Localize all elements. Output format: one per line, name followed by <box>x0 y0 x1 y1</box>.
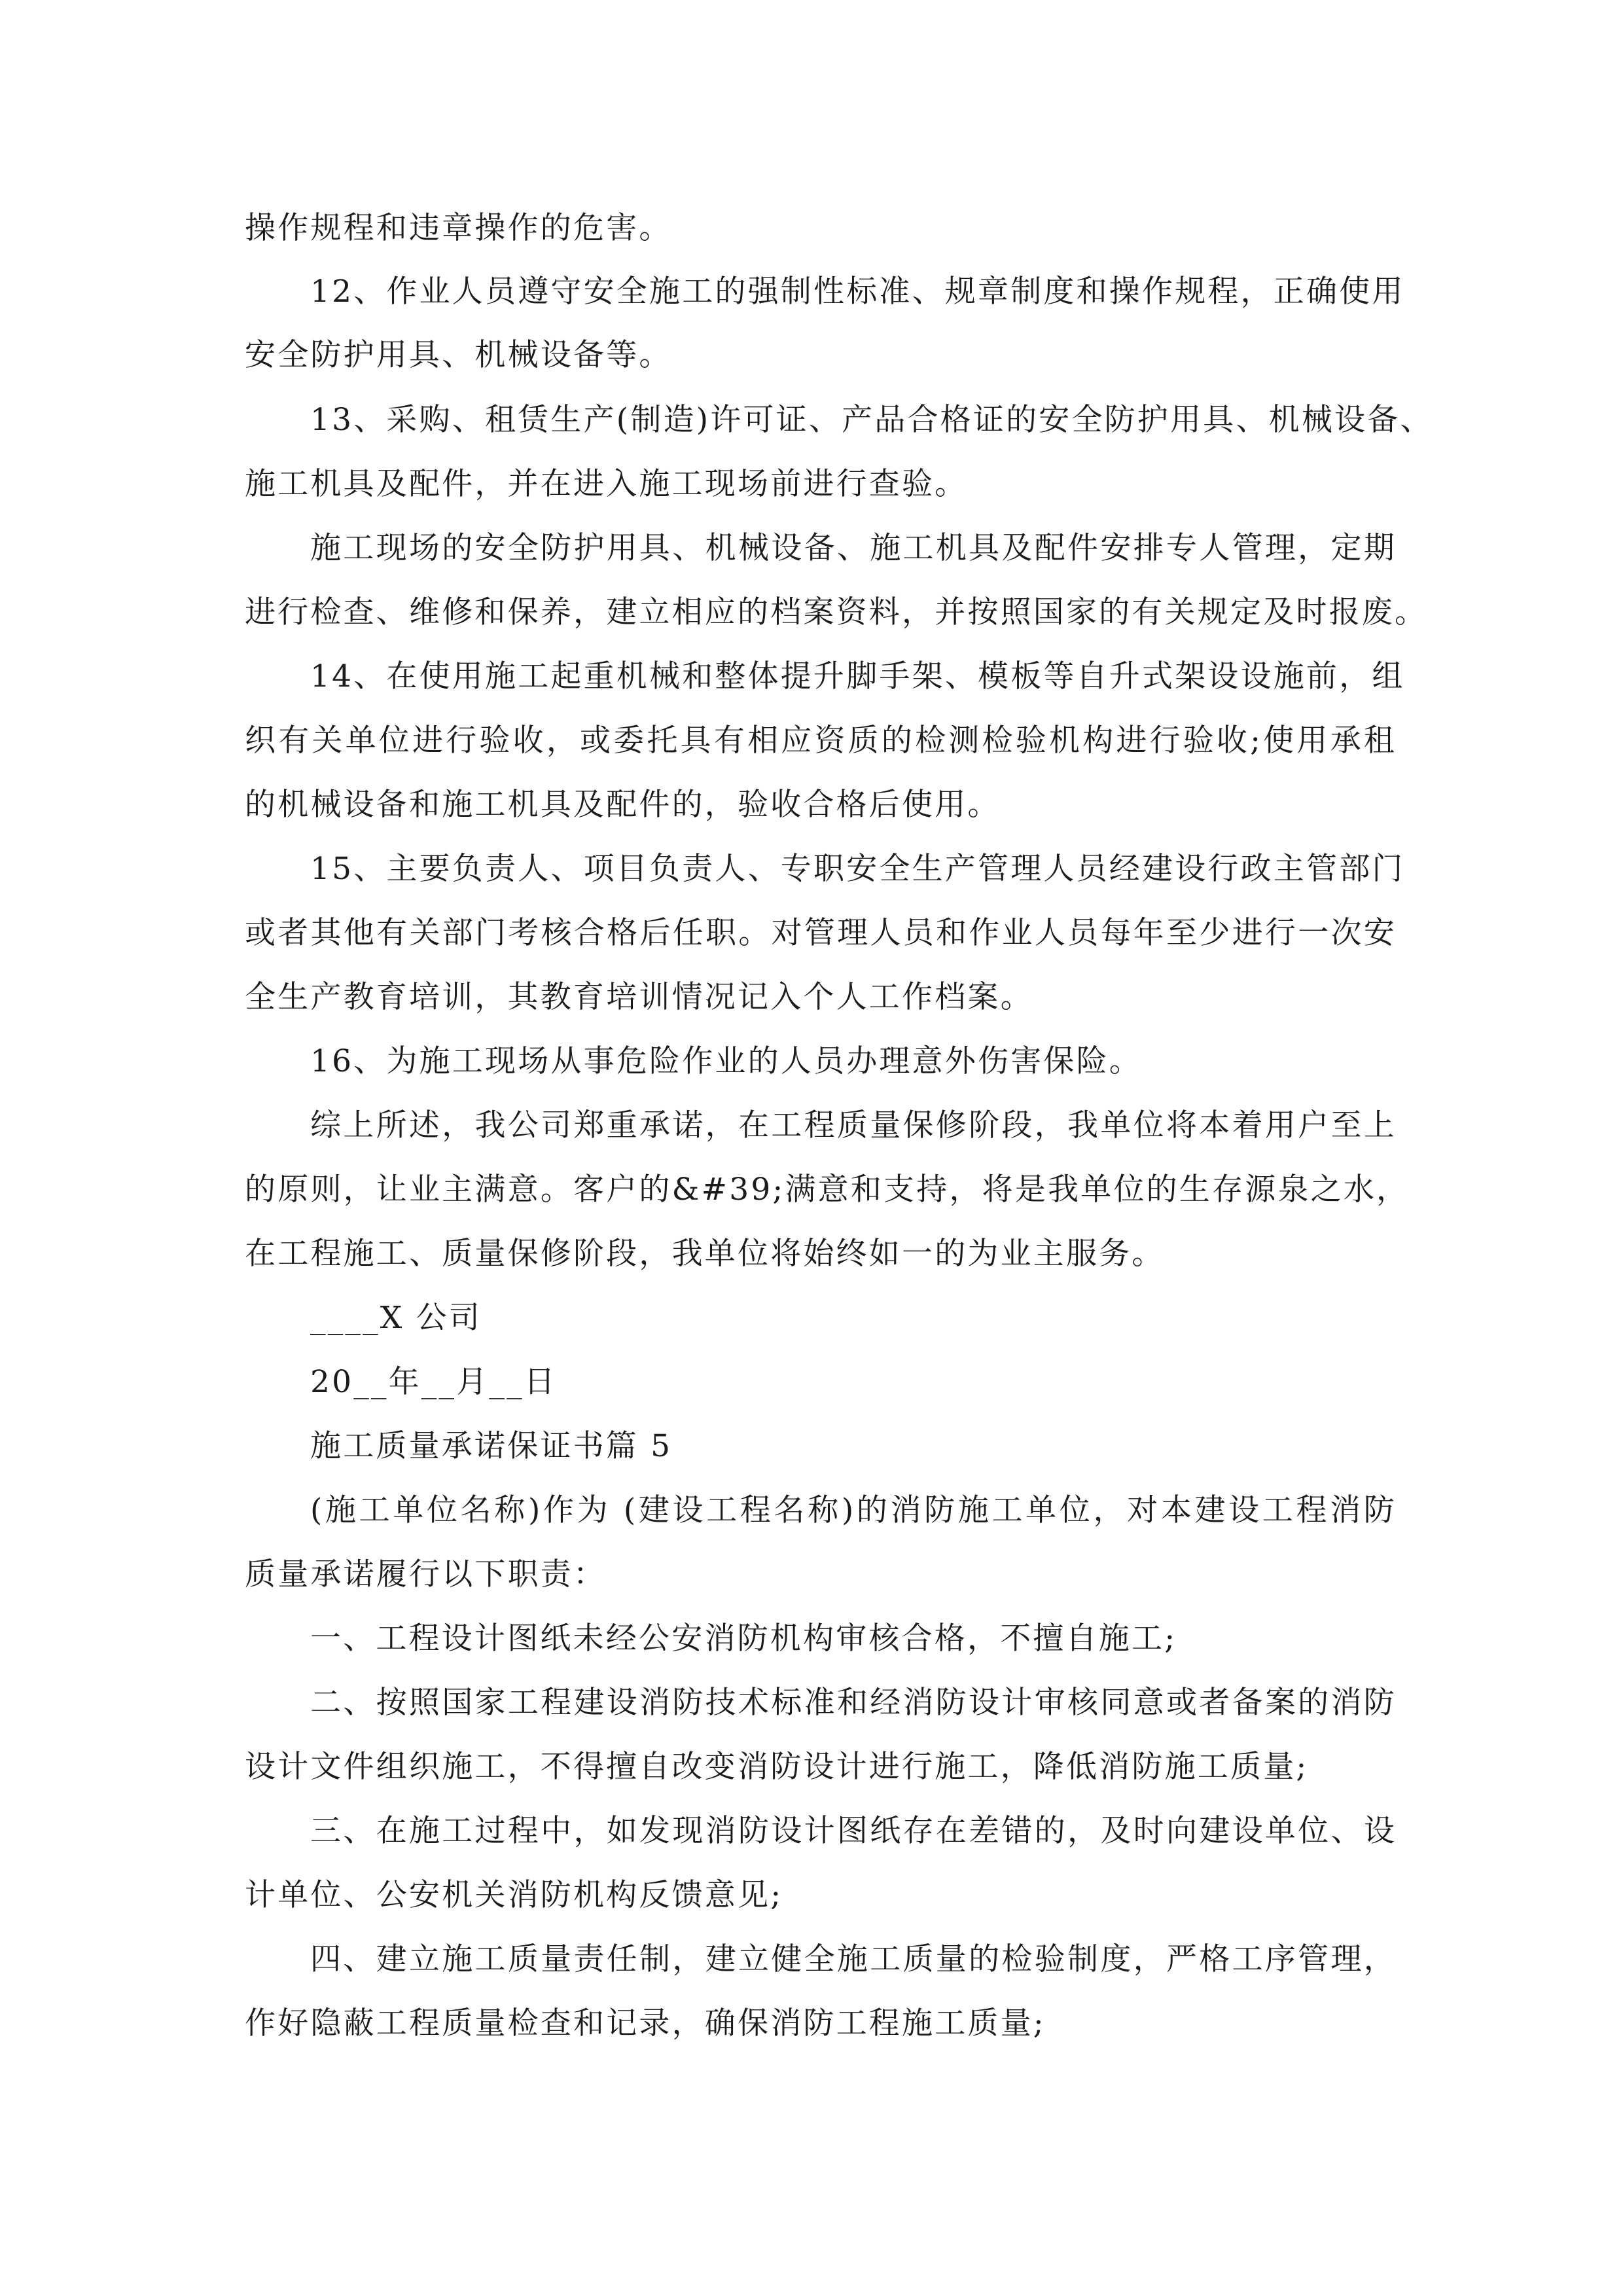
paragraph-item-15-line-3: 全生产教育培训，其教育培训情况记入个人工作档案。 <box>245 979 1033 1015</box>
paragraph-item-12-line-1: 12、作业人员遵守安全施工的强制性标准、规章制度和操作规程，正确使用 <box>310 274 1405 310</box>
paragraph-item-13-line-1: 13、采购、租赁生产(制造)许可证、产品合格证的安全防护用具、机械设备、 <box>310 402 1433 438</box>
signature-company: ____X 公司 <box>310 1300 482 1336</box>
paragraph-summary-line-2: 的原则，让业主满意。客户的&#39;满意和支持，将是我单位的生存源泉之水， <box>245 1172 1410 1208</box>
paragraph-item-16: 16、为施工现场从事危险作业的人员办理意外伤害保险。 <box>310 1043 1143 1079</box>
paragraph-item-15-line-1: 15、主要负责人、项目负责人、专职安全生产管理人员经建设行政主管部门 <box>310 851 1405 887</box>
paragraph-item-14-line-3: 的机械设备和施工机具及配件的，验收合格后使用。 <box>245 787 1001 823</box>
paragraph-equipment-line-1: 施工现场的安全防护用具、机械设备、施工机具及配件安排专人管理，定期 <box>310 530 1397 566</box>
paragraph-item-14-line-2: 织有关单位进行验收，或委托具有相应资质的检测检验机构进行验收;使用承租 <box>245 723 1397 759</box>
paragraph-intro-line-1: (施工单位名称)作为 (建设工程名称)的消防施工单位，对本建设工程消防 <box>310 1492 1397 1528</box>
paragraph-item-13-line-2: 施工机具及配件，并在进入施工现场前进行查验。 <box>245 466 968 502</box>
duty-item-1: 一、工程设计图纸未经公安消防机构审核合格，不擅自施工; <box>310 1621 1177 1657</box>
duty-item-4-line-2: 作好隐蔽工程质量检查和记录，确保消防工程施工质量; <box>245 2005 1046 2041</box>
duty-item-4-line-1: 四、建立施工质量责任制，建立健全施工质量的检验制度，严格工序管理， <box>310 1941 1397 1977</box>
paragraph-summary-line-1: 综上所述，我公司郑重承诺，在工程质量保修阶段，我单位将本着用户至上 <box>310 1107 1397 1143</box>
paragraph-summary-line-3: 在工程施工、质量保修阶段，我单位将始终如一的为业主服务。 <box>245 1236 1165 1272</box>
duty-item-3-line-2: 计单位、公安机关消防机构反馈意见; <box>245 1877 783 1913</box>
signature-date: 20__年__月__日 <box>310 1364 558 1400</box>
paragraph-intro-line-2: 质量承诺履行以下职责： <box>245 1556 607 1592</box>
paragraph-item-15-line-2: 或者其他有关部门考核合格后任职。对管理人员和作业人员每年至少进行一次安 <box>245 915 1397 951</box>
paragraph-equipment-line-2: 进行检查、维修和保养，建立相应的档案资料，并按照国家的有关规定及时报废。 <box>245 594 1428 630</box>
paragraph-item-12-line-2: 安全防护用具、机械设备等。 <box>245 337 672 373</box>
text-line: 操作规程和违章操作的危害。 <box>245 210 672 246</box>
duty-item-2-line-2: 设计文件组织施工，不得擅自改变消防设计进行施工，降低消防施工质量; <box>245 1749 1309 1785</box>
paragraph-item-14-line-1: 14、在使用施工起重机械和整体提升脚手架、模板等自升式架设设施前，组 <box>310 658 1405 694</box>
section-title: 施工质量承诺保证书篇 5 <box>310 1428 673 1464</box>
duty-item-3-line-1: 三、在施工过程中，如发现消防设计图纸存在差错的，及时向建设单位、设 <box>310 1813 1397 1849</box>
duty-item-2-line-1: 二、按照国家工程建设消防技术标准和经消防设计审核同意或者备案的消防 <box>310 1685 1397 1721</box>
